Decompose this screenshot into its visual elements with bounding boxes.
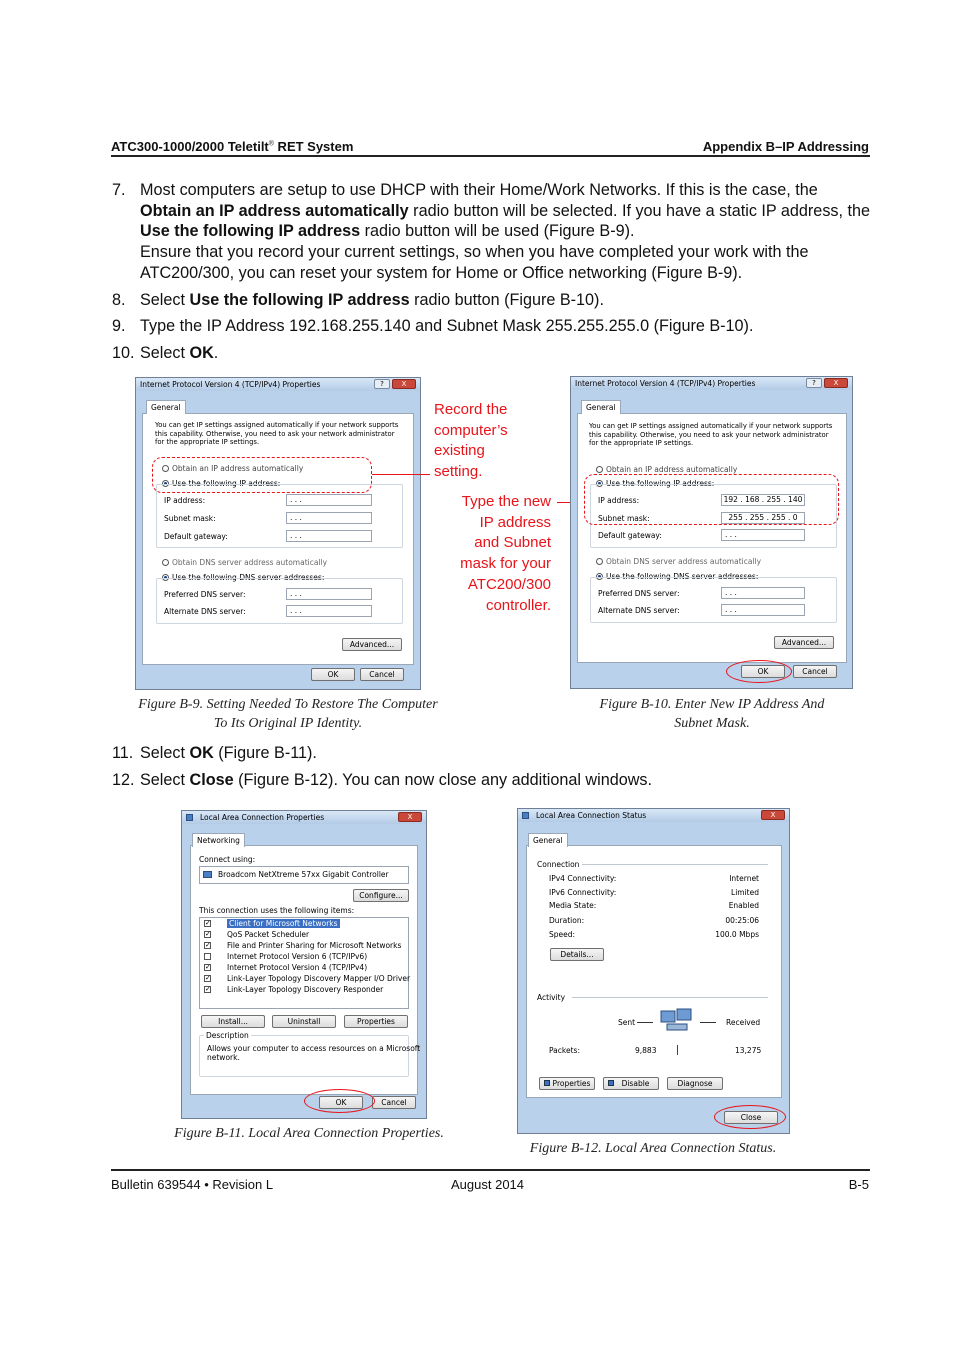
ipv4-dialog-b9 <box>135 377 421 690</box>
configure-button[interactable]: Configure... <box>353 889 409 902</box>
pref-dns-field[interactable]: . . . <box>721 587 805 599</box>
advanced-button[interactable]: Advanced... <box>774 636 834 649</box>
item-checkbox[interactable]: ✓ <box>205 985 211 993</box>
shield-icon <box>544 1080 550 1086</box>
close-button[interactable]: X <box>761 810 785 820</box>
connection-label: Connection <box>537 860 580 869</box>
network-icon <box>522 812 529 819</box>
subnet-mask-field[interactable]: 255 . 255 . 255 . 0 <box>721 512 805 524</box>
pref-dns-label: Preferred DNS server: <box>598 589 680 598</box>
item-checkbox[interactable]: ✓ <box>205 919 211 927</box>
annotation-type-new: Type the new IP address and Subnet mask for your ATC200/300 controller. <box>460 493 551 614</box>
shield-icon <box>608 1080 614 1086</box>
step-10: 10. Select OK. <box>112 343 219 362</box>
auto-ip-label: Obtain an IP address automatically <box>172 464 304 473</box>
list-item[interactable]: Internet Protocol Version 4 (TCP/IPv4) <box>227 963 368 972</box>
gateway-label: Default gateway: <box>598 531 662 540</box>
list-item[interactable]: Internet Protocol Version 6 (TCP/IPv6) <box>227 952 368 961</box>
properties-button[interactable]: Properties <box>344 1015 408 1028</box>
title-bar: Local Area Connection Status X <box>518 809 789 822</box>
ipv4-label: IPv4 Connectivity: <box>549 874 617 883</box>
alt-dns-field[interactable]: . . . <box>286 605 372 617</box>
caption-b12: Figure B-12. Local Area Connection Status. <box>529 1141 777 1156</box>
title-bar: Internet Protocol Version 4 (TCP/IPv4) Properties ? X <box>571 377 852 390</box>
caption-b11: Figure B-11. Local Area Connection Properties. <box>174 1126 444 1141</box>
item-checkbox[interactable]: ✓ <box>205 963 211 971</box>
highlight-box-b9 <box>152 457 372 493</box>
caption-b10: Figure B-10. Enter New IP Address And Subnet Mask. <box>599 697 825 731</box>
header-section: Appendix B–IP Addressing <box>702 139 869 154</box>
sent-line <box>637 1022 653 1023</box>
footer-rule <box>111 1169 870 1171</box>
tab-networking[interactable]: Networking <box>192 833 245 847</box>
use-dns-label: Use the following DNS server addresses: <box>606 572 759 581</box>
connect-using-label: Connect using: <box>199 855 256 864</box>
subnet-label: Subnet mask: <box>164 514 216 523</box>
received-line <box>700 1022 716 1023</box>
help-button[interactable]: ? <box>806 378 822 388</box>
ip-address-field[interactable]: 192 . 168 . 255 . 140 <box>721 494 805 506</box>
ok-button[interactable]: OK <box>311 668 355 681</box>
connection-separator <box>582 864 768 865</box>
ip-address-field[interactable]: . . . <box>286 494 372 506</box>
diagnose-button[interactable]: Diagnose <box>667 1077 723 1090</box>
activity-label: Activity <box>537 993 566 1002</box>
packets-label: Packets: <box>549 1046 580 1055</box>
subnet-mask-field[interactable]: . . . <box>286 512 372 524</box>
close-button[interactable]: X <box>398 812 422 822</box>
step-7: 7. Most computers are setup to use DHCP with their Home/Work Networks. If this is the case, the Obtain an IP address automatically radio button will be selected. If you have a static IP address, the Use the following IP address radio button will be used (Figure B-9). Ensure that you record your current settings, so when you have completed your work with the ATC200/300, you can reset your system for Home or Office networking (Figure B-9). <box>112 181 870 282</box>
ipv4-value: Internet <box>729 874 759 883</box>
pref-dns-field[interactable]: . . . <box>286 588 372 600</box>
item-checkbox[interactable]: ✓ <box>205 930 211 938</box>
properties-button[interactable]: Properties <box>539 1077 595 1090</box>
sent-packets-value: 9,883 <box>635 1046 657 1055</box>
footer-bulletin: Bulletin 639544 • Revision L <box>111 1177 274 1192</box>
close-button[interactable]: X <box>392 379 416 389</box>
ip-label: IP address: <box>164 496 206 505</box>
alt-dns-field[interactable]: . . . <box>721 604 805 616</box>
pref-dns-label: Preferred DNS server: <box>164 590 246 599</box>
network-activity-icon <box>659 1007 695 1035</box>
instructions-list <box>112 180 872 370</box>
highlight-close-b12 <box>714 1105 786 1129</box>
description-text: Allows your computer to access resources on a Microsoft network. <box>207 1044 421 1062</box>
gateway-field[interactable]: . . . <box>286 530 372 542</box>
duration-value: 00:25:06 <box>725 916 759 925</box>
highlight-ok-b10 <box>726 660 792 683</box>
step-9: 9. Type the IP Address 192.168.255.140 and Subnet Mask 255.255.255.0 (Figure B-10). <box>112 317 754 336</box>
header-rule <box>111 155 870 157</box>
list-item[interactable]: Link-Layer Topology Discovery Responder <box>227 985 384 994</box>
tab-general[interactable]: General <box>581 400 621 414</box>
adapter-field: Broadcom NetXtreme 57xx Gigabit Controller <box>199 866 409 884</box>
step-12: 12. Select Close (Figure B-12). You can now close any additional windows. <box>112 770 653 789</box>
ipv6-label: IPv6 Connectivity: <box>549 888 617 897</box>
cancel-button[interactable]: Cancel <box>793 665 837 678</box>
uninstall-button[interactable]: Uninstall <box>272 1015 336 1028</box>
duration-label: Duration: <box>549 916 585 925</box>
auto-dns-radio[interactable] <box>596 558 603 565</box>
lac-status-dialog <box>517 808 790 1134</box>
media-state-value: Enabled <box>728 901 759 910</box>
adapter-icon <box>203 871 212 878</box>
cancel-button[interactable]: Cancel <box>360 668 404 681</box>
ok-button[interactable]: OK <box>319 1096 363 1109</box>
packets-divider <box>677 1045 678 1055</box>
subnet-label: Subnet mask: <box>598 514 650 523</box>
auto-dns-label: Obtain DNS server address automatically <box>172 558 328 567</box>
use-ip-label: Use the following IP address: <box>606 479 715 488</box>
intro-text: You can get IP settings assigned automatically if your network supports this capability. Otherwise, you need to ask your network administrator for the appropriate IP settings. <box>589 422 833 447</box>
help-button[interactable]: ? <box>374 379 390 389</box>
sent-label: Sent <box>618 1018 636 1027</box>
advanced-button[interactable]: Advanced... <box>342 638 402 651</box>
intro-text: You can get IP settings assigned automatically if your network supports this capability. Otherwise, you need to ask your network administrator for the appropriate IP settings. <box>155 421 399 446</box>
use-ip-label: Use the following IP address: <box>172 479 281 488</box>
cancel-button[interactable]: Cancel <box>372 1096 416 1109</box>
tab-general[interactable]: General <box>146 400 186 414</box>
item-checkbox[interactable]: ✓ <box>205 974 211 982</box>
dns-group <box>156 578 403 624</box>
list-item[interactable]: Link-Layer Topology Discovery Mapper I/O Driver <box>227 974 411 983</box>
gateway-field[interactable]: . . . <box>721 529 805 541</box>
close-status-button[interactable]: Close <box>724 1111 778 1124</box>
title-bar: Internet Protocol Version 4 (TCP/IPv4) Properties ? X <box>136 378 420 391</box>
uses-items-label: This connection uses the following items: <box>199 906 355 915</box>
activity-separator <box>572 997 768 998</box>
auto-ip-label: Obtain an IP address automatically <box>606 465 738 474</box>
step-11: 11. Select OK (Figure B-11). <box>112 744 317 762</box>
header-title: ATC300-1000/2000 Teletilt® RET System <box>111 139 354 154</box>
leader-line-record <box>372 474 430 475</box>
details-button[interactable]: Details... <box>550 948 604 961</box>
ipv6-value: Limited <box>731 888 759 897</box>
speed-label: Speed: <box>549 930 576 939</box>
network-icon <box>186 814 193 821</box>
gateway-label: Default gateway: <box>164 532 228 541</box>
lac-properties-dialog <box>181 810 427 1119</box>
dns-group <box>590 577 837 623</box>
item-checkbox[interactable]: ✓ <box>205 941 211 949</box>
received-label: Received <box>726 1018 761 1027</box>
close-button[interactable]: X <box>824 378 848 388</box>
auto-ip-radio[interactable] <box>596 466 603 473</box>
caption-b9: Figure B-9. Setting Needed To Restore The Computer To Its Original IP Identity. <box>138 697 438 731</box>
footer-date: August 2014 <box>451 1177 525 1192</box>
speed-value: 100.0 Mbps <box>715 930 759 939</box>
received-packets-value: 13,275 <box>735 1046 762 1055</box>
title-bar: Local Area Connection Properties X <box>182 811 426 824</box>
annotation-record: Record the computer’s existing setting. <box>434 401 508 481</box>
footer-page: B-5 <box>848 1177 869 1192</box>
description-label: Description <box>206 1031 249 1040</box>
install-button[interactable]: Install... <box>201 1015 265 1028</box>
highlight-box-b10 <box>584 474 839 525</box>
ipv4-dialog-b10 <box>570 376 853 689</box>
instructions-list-2 <box>112 743 872 796</box>
use-dns-label: Use the following DNS server addresses: <box>172 573 325 582</box>
list-item[interactable]: Client for Microsoft Networks <box>229 919 338 928</box>
list-item[interactable]: QoS Packet Scheduler <box>227 930 310 939</box>
list-item[interactable]: File and Printer Sharing for Microsoft Networks <box>227 941 402 950</box>
ok-button[interactable]: OK <box>741 665 785 678</box>
media-state-label: Media State: <box>549 901 597 910</box>
auto-dns-radio[interactable] <box>162 559 169 566</box>
disable-button[interactable]: Disable <box>603 1077 659 1090</box>
auto-dns-label: Obtain DNS server address automatically <box>606 557 762 566</box>
highlight-ok-b11 <box>304 1089 375 1113</box>
ip-label: IP address: <box>598 496 640 505</box>
item-checkbox[interactable] <box>204 953 211 960</box>
tab-general[interactable]: General <box>528 833 568 847</box>
step-8: 8. Select Use the following IP address radio button (Figure B-10). <box>112 290 604 309</box>
alt-dns-label: Alternate DNS server: <box>164 607 246 616</box>
alt-dns-label: Alternate DNS server: <box>598 606 680 615</box>
